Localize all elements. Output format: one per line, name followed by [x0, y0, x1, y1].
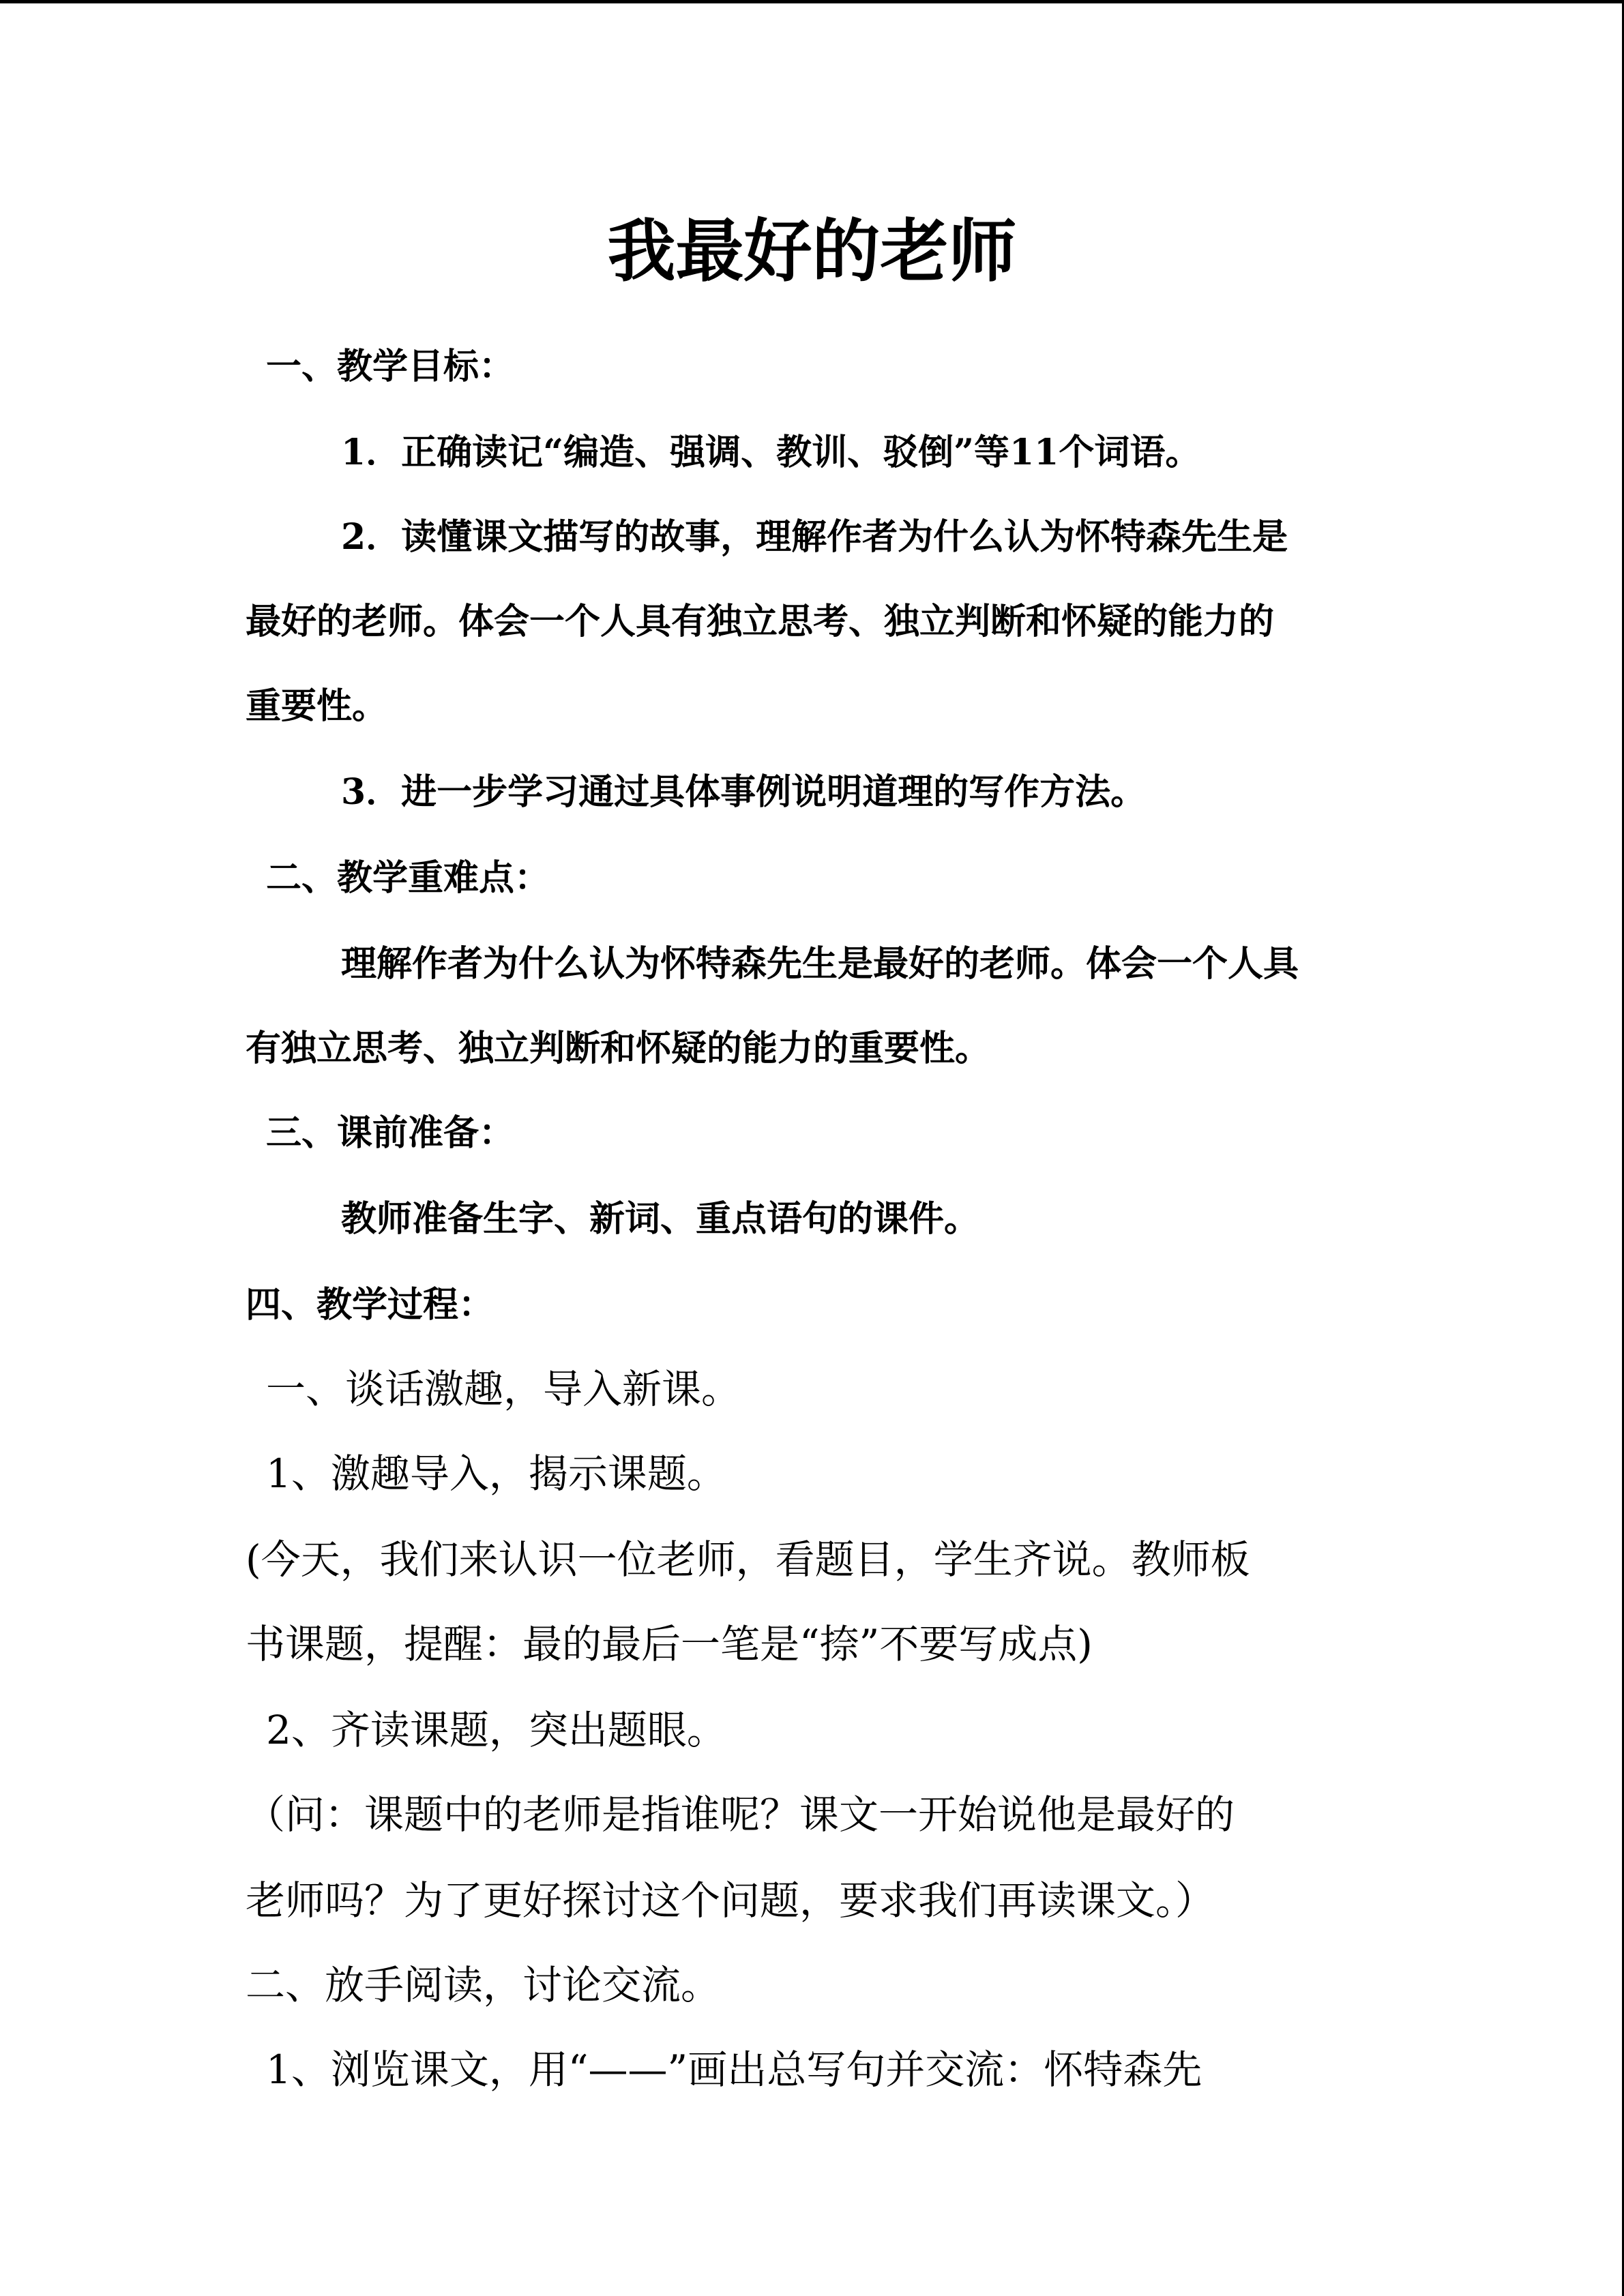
step-heading: 一、谈话激趣，导入新课。	[266, 1366, 741, 1412]
paragraph-text: 教师准备生字、新词、重点语句的课件。	[341, 1198, 980, 1240]
paragraph-text-continued: 书课题，提醒：最的最后一笔是“捺”不要写成点)	[246, 1621, 1093, 1667]
paragraph-text: （问：课题中的老师是指谁呢？课文一开始说他是最好的	[246, 1791, 1235, 1838]
section-heading: 一、教学目标：	[266, 346, 515, 387]
objective-item: 2．读懂课文描写的故事，理解作者为什么认为怀特森先生是	[341, 516, 1288, 558]
objective-item: 1．正确读记“编造、强调、教训、驳倒”等11个词语。	[341, 432, 1201, 473]
document-title: 我最好的老师	[607, 211, 1017, 291]
step-item: 1、浏览课文，用“——”画出总写句并交流：怀特森先	[266, 2046, 1202, 2093]
objective-item-continued: 重要性。	[246, 685, 388, 727]
paragraph-text-continued: 老师吗？为了更好探讨这个问题，要求我们再读课文。）	[246, 1877, 1215, 1924]
objective-item: 3．进一步学习通过具体事例说明道理的写作方法。	[341, 771, 1147, 813]
step-item: 1、激趣导入，揭示课题。	[266, 1450, 726, 1497]
objective-item-continued: 最好的老师。体会一个人具有独立思考、独立判断和怀疑的能力的	[246, 601, 1275, 642]
step-heading: 二、放手阅读，讨论交流。	[246, 1962, 721, 2008]
section-heading: 四、教学过程：	[246, 1284, 494, 1326]
section-heading: 三、课前准备：	[266, 1112, 515, 1154]
paragraph-text: (今天，我们来认识一位老师，看题目，学生齐说。教师板	[246, 1536, 1250, 1583]
paragraph-text-continued: 有独立思考、独立判断和怀疑的能力的重要性。	[246, 1028, 991, 1069]
paragraph-text: 理解作者为什么认为怀特森先生是最好的老师。体会一个人具	[341, 943, 1299, 985]
section-heading: 二、教学重难点：	[266, 857, 550, 899]
page-border-top	[0, 0, 1624, 3]
step-item: 2、齐读课题，突出题眼。	[266, 1707, 726, 1753]
